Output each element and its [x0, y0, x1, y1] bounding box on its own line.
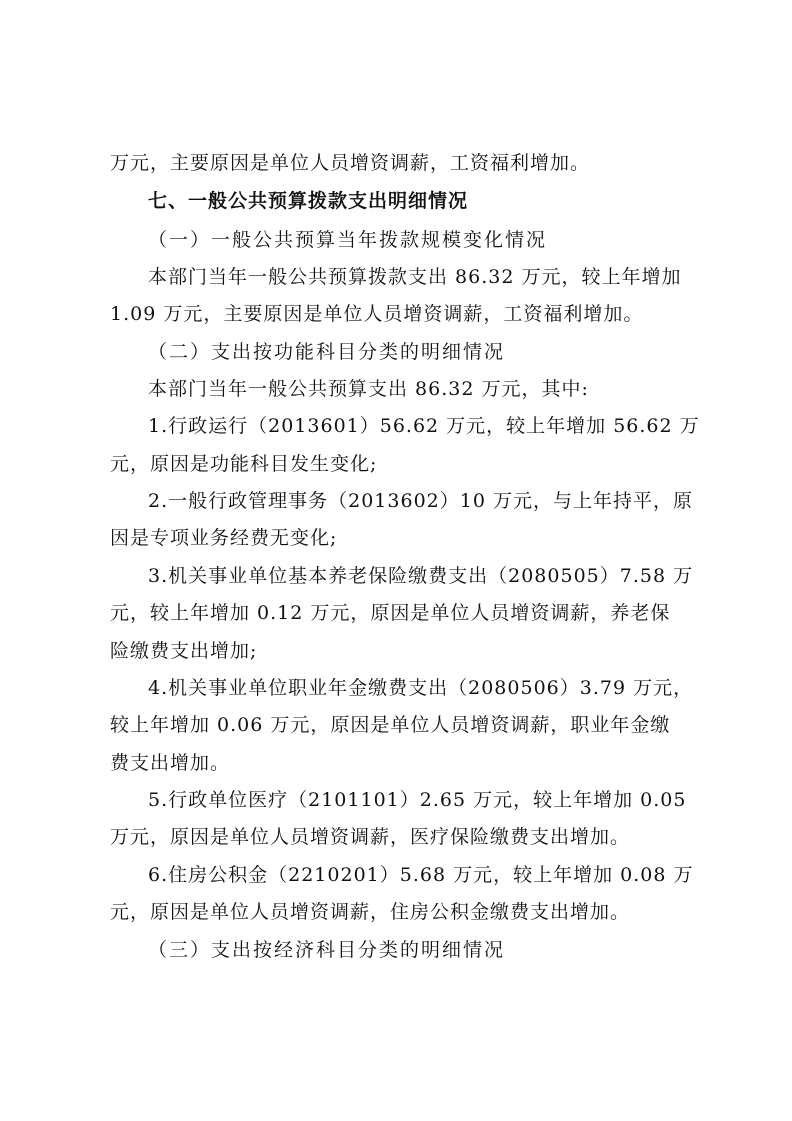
item-5-line-1: 5.行政单位医疗（2101101）2.65 万元，较上年增加 0.05	[148, 789, 687, 811]
item-2-line-1: 2.一般行政管理事务（2013602）10 万元，与上年持平，原	[148, 490, 693, 512]
subsection-heading-1: （一）一般公共预算当年拨款规模变化情况	[148, 229, 548, 251]
paragraph-line-4: 本部门当年一般公共预算支出 86.32 万元，其中:	[148, 378, 589, 400]
subsection-heading-3: （三）支出按经济科目分类的明细情况	[148, 939, 506, 961]
item-4-line-2: 较上年增加 0.06 万元，原因是单位人员增资调薪，职业年金缴	[110, 714, 671, 736]
section-heading-7: 七、一般公共预算拨款支出明细情况	[148, 190, 469, 212]
paragraph-line-2: 本部门当年一般公共预算拨款支出 86.32 万元，较上年增加	[148, 266, 682, 288]
item-1-line-2: 元，原因是功能科目发生变化;	[110, 453, 378, 475]
item-3-line-3: 险缴费支出增加;	[110, 640, 258, 662]
item-2-line-2: 因是专项业务经费无变化;	[110, 527, 338, 549]
item-1-line-1: 1.行政运行（2013601）56.62 万元，较上年增加 56.62 万	[148, 415, 700, 437]
item-6-line-1: 6.住房公积金（2210201）5.68 万元，较上年增加 0.08 万	[148, 864, 694, 886]
item-6-line-2: 元，原因是单位人员增资调薪，住房公积金缴费支出增加。	[110, 901, 631, 923]
paragraph-line-1: 万元，主要原因是单位人员增资调薪，工资福利增加。	[110, 152, 591, 174]
item-3-line-1: 3.机关事业单位基本养老保险缴费支出（2080505）7.58 万	[148, 565, 694, 587]
item-3-line-2: 元，较上年增加 0.12 万元，原因是单位人员增资调薪，养老保	[110, 602, 671, 624]
item-4-line-1: 4.机关事业单位职业年金缴费支出（2080506）3.79 万元，	[148, 677, 694, 699]
subsection-heading-2: （二）支出按功能科目分类的明细情况	[148, 341, 506, 363]
item-4-line-3: 费支出增加。	[110, 752, 231, 774]
paragraph-line-3: 1.09 万元，主要原因是单位人员增资调薪，工资福利增加。	[110, 303, 644, 325]
item-5-line-2: 万元，原因是单位人员增资调薪，医疗保险缴费支出增加。	[110, 826, 631, 848]
